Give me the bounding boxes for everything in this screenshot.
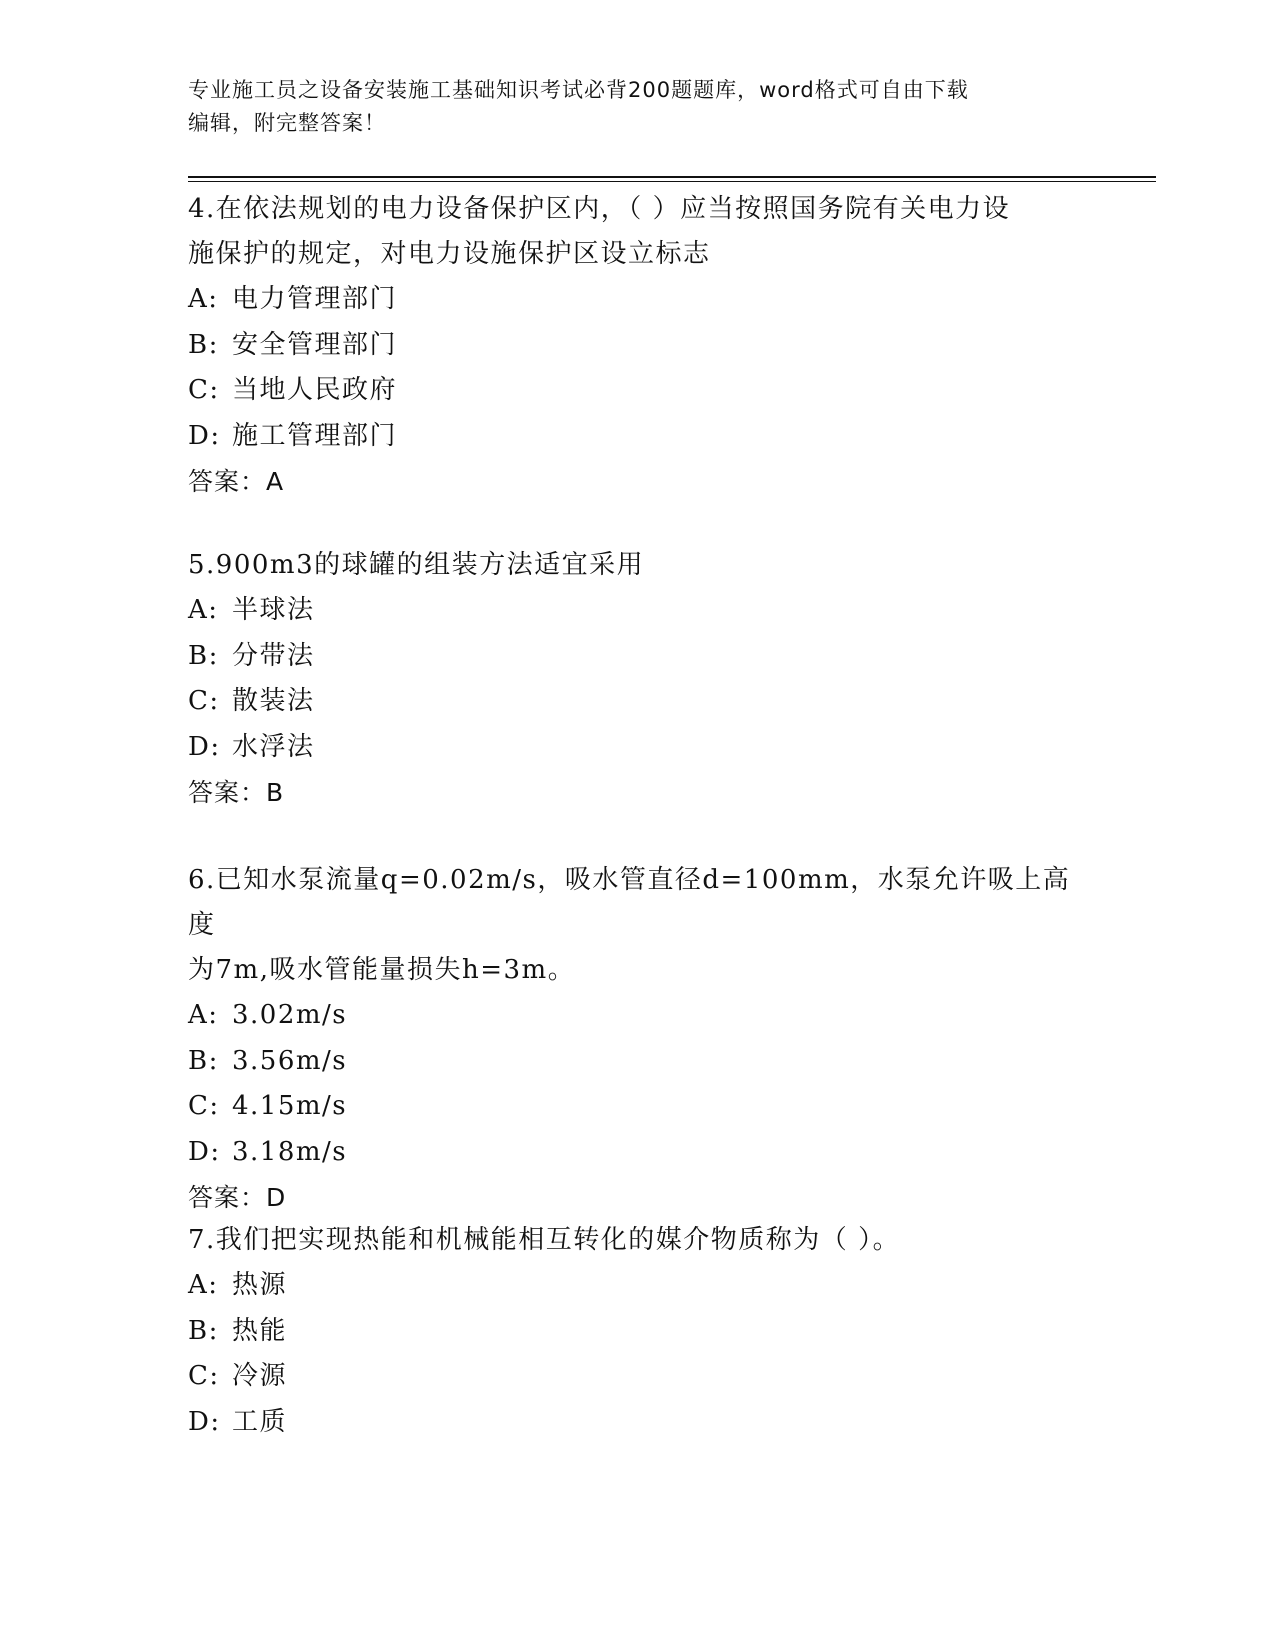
option-a <box>188 993 1088 1039</box>
option-text: 半球法 <box>232 595 315 625</box>
option-d <box>188 414 1088 460</box>
option-letter: D: <box>188 1406 221 1437</box>
option-c <box>188 1084 1088 1130</box>
option-b <box>188 1039 1088 1085</box>
option-text: 3.56m/s <box>232 1045 348 1076</box>
question-stem: 4.在依法规划的电力设备保护区内，（ ）应当按照国务院有关电力设 <box>188 194 1011 224</box>
option-b <box>188 1309 1088 1355</box>
option-text: 3.18m/s <box>232 1136 348 1167</box>
option-letter: B: <box>188 329 219 360</box>
option-a <box>188 588 1088 634</box>
option-b <box>188 634 1088 680</box>
question-stem: 6.已知水泵流量q=0.02m/s，吸水管直径d=100mm，水泵允许吸上高度 <box>188 865 1071 940</box>
option-d <box>188 1130 1088 1176</box>
option-letter: A: <box>188 1000 219 1030</box>
option-text: 热能 <box>232 1315 288 1346</box>
option-b <box>188 323 1088 369</box>
option-text: 工质 <box>232 1406 288 1437</box>
option-text: 施工管理部门 <box>232 420 398 451</box>
question-stem: 7.我们把实现热能和机械能相互转化的媒介物质称为（ ）。 <box>188 1225 901 1255</box>
question-7 <box>188 1218 1088 1445</box>
option-text: 当地人民政府 <box>232 375 398 405</box>
question-5 <box>188 543 1088 815</box>
answer-text: 答案：D <box>188 1183 287 1212</box>
option-d <box>188 1400 1088 1446</box>
option-letter: B: <box>188 1045 219 1076</box>
option-a <box>188 277 1088 323</box>
option-letter: C: <box>188 1361 220 1391</box>
option-text: 分带法 <box>232 640 315 671</box>
option-text: 热源 <box>232 1270 288 1300</box>
question-stem: 5.900m3的球罐的组装方法适宜采用 <box>188 550 645 580</box>
option-letter: A: <box>188 595 219 625</box>
option-letter: B: <box>188 640 219 671</box>
option-letter: D: <box>188 731 221 762</box>
option-letter: D: <box>188 1136 221 1167</box>
option-letter: C: <box>188 1091 220 1121</box>
option-text: 4.15m/s <box>232 1091 348 1121</box>
answer-text: 答案：B <box>188 778 285 807</box>
option-c <box>188 368 1088 414</box>
option-letter: A: <box>188 284 219 314</box>
question-4 <box>188 187 1088 504</box>
document-header <box>188 74 1068 140</box>
option-text: 电力管理部门 <box>232 284 398 314</box>
option-c <box>188 1354 1088 1400</box>
header-line-2: 编辑，附完整答案！ <box>188 111 386 135</box>
question-stem-continued: 为7m,吸水管能量损失h=3m。 <box>188 955 576 985</box>
question-stem-continued: 施保护的规定，对电力设施保护区设立标志 <box>188 239 711 269</box>
option-text: 散装法 <box>232 686 315 716</box>
question-6 <box>188 858 1088 1220</box>
option-text: 安全管理部门 <box>232 329 398 360</box>
option-letter: B: <box>188 1315 219 1346</box>
option-letter: C: <box>188 375 220 405</box>
option-text: 3.02m/s <box>232 1000 348 1030</box>
option-a <box>188 1263 1088 1309</box>
option-text: 水浮法 <box>232 731 315 762</box>
option-text: 冷源 <box>232 1361 288 1391</box>
answer-text: 答案：A <box>188 467 285 496</box>
option-d <box>188 725 1088 771</box>
option-c <box>188 679 1088 725</box>
header-divider-thin <box>188 181 1156 182</box>
option-letter: A: <box>188 1270 219 1300</box>
option-letter: C: <box>188 686 220 716</box>
header-line-1: 专业施工员之设备安装施工基础知识考试必背200题题库，word格式可自由下载 <box>188 78 969 102</box>
option-letter: D: <box>188 420 221 451</box>
header-divider-thick <box>188 176 1156 178</box>
